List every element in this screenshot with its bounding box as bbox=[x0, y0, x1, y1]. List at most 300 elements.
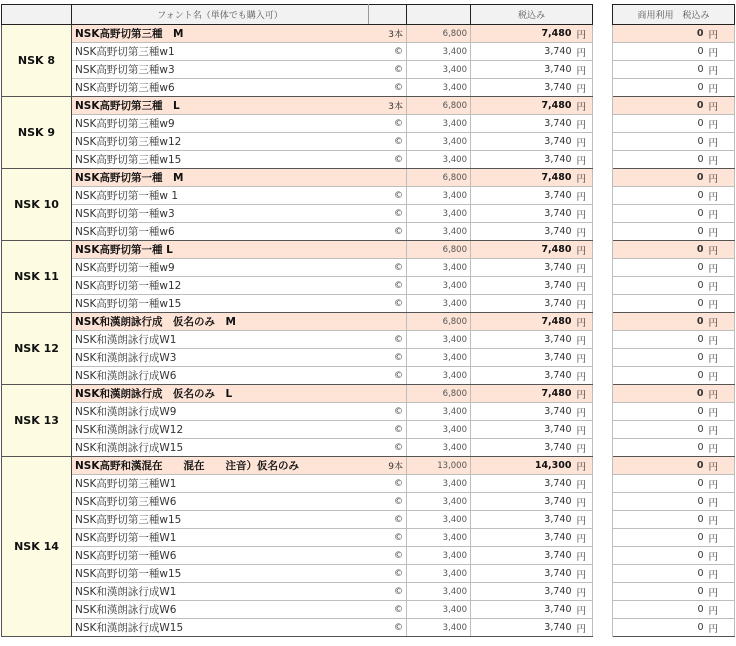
font-name-cell[interactable]: NSK高野切第一種w15 bbox=[72, 565, 369, 583]
font-name-cell[interactable]: NSK和漢朗詠行成W6 bbox=[72, 601, 369, 619]
tax-included-cell: 3,740 bbox=[471, 367, 575, 385]
font-row bbox=[2, 331, 735, 349]
font-row bbox=[2, 619, 735, 637]
spacer-cell bbox=[593, 583, 613, 601]
price-cell: 3,400 bbox=[407, 259, 471, 277]
tax-included-cell: 3,740 bbox=[471, 547, 575, 565]
commercial-yen-unit: 円 bbox=[707, 115, 735, 133]
price-cell: 3,400 bbox=[407, 115, 471, 133]
commercial-yen-unit: 円 bbox=[707, 187, 735, 205]
spacer-cell bbox=[593, 349, 613, 367]
yen-unit: 円 bbox=[575, 241, 593, 259]
price-cell: 3,400 bbox=[407, 295, 471, 313]
spacer-cell bbox=[593, 277, 613, 295]
yen-unit: 円 bbox=[575, 223, 593, 241]
price-cell: 6,800 bbox=[407, 385, 471, 403]
commercial-cell[interactable]: 0 bbox=[613, 601, 707, 619]
font-mark-cell: © bbox=[369, 115, 407, 133]
spacer-cell bbox=[593, 241, 613, 259]
price-cell: 6,800 bbox=[407, 97, 471, 115]
font-mark-cell: © bbox=[369, 331, 407, 349]
commercial-yen-unit: 円 bbox=[707, 511, 735, 529]
commercial-cell[interactable]: 0 bbox=[613, 151, 707, 169]
commercial-yen-unit: 円 bbox=[707, 79, 735, 97]
font-name-cell[interactable]: NSK和漢朗詠行成W15 bbox=[72, 439, 369, 457]
font-mark-cell bbox=[369, 241, 407, 259]
font-mark-cell: © bbox=[369, 547, 407, 565]
commercial-cell[interactable]: 0 bbox=[613, 457, 707, 475]
font-row bbox=[2, 61, 735, 79]
spacer-cell bbox=[593, 439, 613, 457]
font-name-cell[interactable]: NSK高野和漢混在 混在 注音）仮名のみ bbox=[72, 457, 369, 475]
yen-unit: 円 bbox=[575, 421, 593, 439]
commercial-yen-unit: 円 bbox=[707, 475, 735, 493]
price-cell: 3,400 bbox=[407, 349, 471, 367]
font-mark-cell: 3本 bbox=[369, 25, 407, 43]
commercial-cell[interactable]: 0 bbox=[613, 313, 707, 331]
font-mark-cell bbox=[369, 169, 407, 187]
font-row bbox=[2, 421, 735, 439]
price-cell: 3,400 bbox=[407, 439, 471, 457]
commercial-yen-unit: 円 bbox=[707, 61, 735, 79]
product-set-row bbox=[2, 169, 735, 187]
font-name-cell[interactable]: NSK和漢朗詠行成 仮名のみ L bbox=[72, 385, 369, 403]
font-row bbox=[2, 403, 735, 421]
font-row bbox=[2, 547, 735, 565]
yen-unit: 円 bbox=[575, 619, 593, 637]
commercial-cell[interactable]: 0 bbox=[613, 511, 707, 529]
font-name-cell[interactable]: NSK高野切第三種w1 bbox=[72, 43, 369, 61]
commercial-yen-unit: 円 bbox=[707, 619, 735, 637]
font-mark-cell: 9本 bbox=[369, 457, 407, 475]
price-cell: 3,400 bbox=[407, 187, 471, 205]
group-label: NSK 8 bbox=[2, 25, 72, 97]
commercial-cell[interactable]: 0 bbox=[613, 493, 707, 511]
tax-included-cell: 3,740 bbox=[471, 511, 575, 529]
price-cell: 3,400 bbox=[407, 151, 471, 169]
font-row bbox=[2, 601, 735, 619]
spacer-cell bbox=[593, 61, 613, 79]
font-mark-cell: © bbox=[369, 403, 407, 421]
font-mark-cell: © bbox=[369, 187, 407, 205]
font-name-cell[interactable]: NSK高野切第三種w6 bbox=[72, 79, 369, 97]
commercial-cell[interactable]: 0 bbox=[613, 385, 707, 403]
font-row bbox=[2, 115, 735, 133]
spacer-cell bbox=[593, 331, 613, 349]
commercial-cell[interactable]: 0 bbox=[613, 97, 707, 115]
price-cell: 3,400 bbox=[407, 133, 471, 151]
commercial-yen-unit: 円 bbox=[707, 403, 735, 421]
yen-unit: 円 bbox=[575, 205, 593, 223]
yen-unit: 円 bbox=[575, 385, 593, 403]
commercial-cell[interactable]: 0 bbox=[613, 619, 707, 637]
price-table bbox=[1, 4, 735, 637]
price-cell: 3,400 bbox=[407, 619, 471, 637]
yen-unit: 円 bbox=[575, 331, 593, 349]
price-cell: 3,400 bbox=[407, 547, 471, 565]
tax-included-cell: 3,740 bbox=[471, 493, 575, 511]
font-row bbox=[2, 349, 735, 367]
commercial-cell[interactable]: 0 bbox=[613, 133, 707, 151]
tax-included-cell: 3,740 bbox=[471, 277, 575, 295]
price-cell: 3,400 bbox=[407, 493, 471, 511]
font-row bbox=[2, 277, 735, 295]
header-commercial: 商用利用 税込み bbox=[613, 5, 735, 25]
price-cell: 3,400 bbox=[407, 277, 471, 295]
font-row bbox=[2, 511, 735, 529]
commercial-cell[interactable]: 0 bbox=[613, 421, 707, 439]
font-name-cell[interactable]: NSK高野切第一種w6 bbox=[72, 223, 369, 241]
tax-included-cell: 7,480 bbox=[471, 97, 575, 115]
price-cell: 3,400 bbox=[407, 403, 471, 421]
price-cell: 3,400 bbox=[407, 529, 471, 547]
tax-included-cell: 7,480 bbox=[471, 169, 575, 187]
commercial-yen-unit: 円 bbox=[707, 583, 735, 601]
font-mark-cell: © bbox=[369, 619, 407, 637]
tax-included-cell: 7,480 bbox=[471, 385, 575, 403]
font-name-cell[interactable]: NSK和漢朗詠行成W1 bbox=[72, 583, 369, 601]
price-cell: 6,800 bbox=[407, 313, 471, 331]
commercial-yen-unit: 円 bbox=[707, 25, 735, 43]
font-mark-cell: © bbox=[369, 583, 407, 601]
font-row bbox=[2, 295, 735, 313]
price-cell: 3,400 bbox=[407, 223, 471, 241]
commercial-cell[interactable]: 0 bbox=[613, 403, 707, 421]
font-mark-cell: © bbox=[369, 493, 407, 511]
commercial-cell[interactable]: 0 bbox=[613, 259, 707, 277]
group-label: NSK 12 bbox=[2, 313, 72, 385]
tax-included-cell: 3,740 bbox=[471, 115, 575, 133]
commercial-yen-unit: 円 bbox=[707, 601, 735, 619]
tax-included-cell: 3,740 bbox=[471, 529, 575, 547]
commercial-cell[interactable]: 0 bbox=[613, 187, 707, 205]
yen-unit: 円 bbox=[575, 25, 593, 43]
tax-included-cell: 3,740 bbox=[471, 223, 575, 241]
yen-unit: 円 bbox=[575, 313, 593, 331]
yen-unit: 円 bbox=[575, 457, 593, 475]
commercial-yen-unit: 円 bbox=[707, 565, 735, 583]
tax-included-cell: 3,740 bbox=[471, 403, 575, 421]
commercial-yen-unit: 円 bbox=[707, 133, 735, 151]
yen-unit: 円 bbox=[575, 277, 593, 295]
price-cell: 3,400 bbox=[407, 475, 471, 493]
commercial-cell[interactable]: 0 bbox=[613, 349, 707, 367]
commercial-cell[interactable]: 0 bbox=[613, 61, 707, 79]
font-mark-cell: © bbox=[369, 475, 407, 493]
spacer-cell bbox=[593, 601, 613, 619]
font-name-cell[interactable]: NSK高野切第三種w12 bbox=[72, 133, 369, 151]
font-name-cell[interactable]: NSK和漢朗詠行成W9 bbox=[72, 403, 369, 421]
font-mark-cell: © bbox=[369, 133, 407, 151]
commercial-yen-unit: 円 bbox=[707, 385, 735, 403]
tax-included-cell: 7,480 bbox=[471, 313, 575, 331]
tax-included-cell: 3,740 bbox=[471, 349, 575, 367]
spacer-cell bbox=[593, 187, 613, 205]
product-set-row bbox=[2, 241, 735, 259]
price-cell: 3,400 bbox=[407, 43, 471, 61]
font-mark-cell: © bbox=[369, 61, 407, 79]
commercial-yen-unit: 円 bbox=[707, 313, 735, 331]
spacer-cell bbox=[593, 97, 613, 115]
spacer-cell bbox=[593, 295, 613, 313]
font-row bbox=[2, 205, 735, 223]
yen-unit: 円 bbox=[575, 295, 593, 313]
commercial-yen-unit: 円 bbox=[707, 439, 735, 457]
font-name-cell[interactable]: NSK高野切第一種 M bbox=[72, 169, 369, 187]
price-cell: 3,400 bbox=[407, 205, 471, 223]
spacer-cell bbox=[593, 79, 613, 97]
commercial-yen-unit: 円 bbox=[707, 421, 735, 439]
spacer-cell bbox=[593, 385, 613, 403]
yen-unit: 円 bbox=[575, 439, 593, 457]
commercial-cell[interactable]: 0 bbox=[613, 25, 707, 43]
commercial-cell[interactable]: 0 bbox=[613, 583, 707, 601]
spacer-cell bbox=[593, 259, 613, 277]
commercial-yen-unit: 円 bbox=[707, 547, 735, 565]
commercial-cell[interactable]: 0 bbox=[613, 439, 707, 457]
product-set-row bbox=[2, 97, 735, 115]
header-row bbox=[2, 5, 735, 25]
tax-included-cell: 3,740 bbox=[471, 187, 575, 205]
font-mark-cell: © bbox=[369, 277, 407, 295]
font-mark-cell bbox=[369, 313, 407, 331]
font-row bbox=[2, 583, 735, 601]
commercial-yen-unit: 円 bbox=[707, 205, 735, 223]
header-font-name: フォント名（単体でも購入可） bbox=[72, 5, 369, 25]
spacer-cell bbox=[593, 547, 613, 565]
spacer-cell bbox=[593, 43, 613, 61]
yen-unit: 円 bbox=[575, 583, 593, 601]
yen-unit: 円 bbox=[575, 493, 593, 511]
font-row bbox=[2, 79, 735, 97]
group-label: NSK 13 bbox=[2, 385, 72, 457]
font-name-cell[interactable]: NSK高野切第三種w3 bbox=[72, 61, 369, 79]
font-row bbox=[2, 133, 735, 151]
spacer-cell bbox=[593, 25, 613, 43]
font-name-cell[interactable]: NSK高野切第三種w15 bbox=[72, 151, 369, 169]
yen-unit: 円 bbox=[575, 79, 593, 97]
tax-included-cell: 3,740 bbox=[471, 475, 575, 493]
tax-included-cell: 3,740 bbox=[471, 259, 575, 277]
spacer-cell bbox=[593, 619, 613, 637]
commercial-yen-unit: 円 bbox=[707, 349, 735, 367]
spacer-cell bbox=[593, 403, 613, 421]
header-blank-cell bbox=[2, 5, 72, 25]
price-cell: 3,400 bbox=[407, 565, 471, 583]
font-name-cell[interactable]: NSK高野切第一種 L bbox=[72, 241, 369, 259]
tax-included-cell: 7,480 bbox=[471, 241, 575, 259]
commercial-yen-unit: 円 bbox=[707, 169, 735, 187]
font-name-cell[interactable]: NSK高野切第三種 M bbox=[72, 25, 369, 43]
yen-unit: 円 bbox=[575, 61, 593, 79]
group-label: NSK 10 bbox=[2, 169, 72, 241]
commercial-cell[interactable]: 0 bbox=[613, 79, 707, 97]
spacer-cell bbox=[593, 169, 613, 187]
commercial-cell[interactable]: 0 bbox=[613, 43, 707, 61]
font-mark-cell: © bbox=[369, 295, 407, 313]
yen-unit: 円 bbox=[575, 43, 593, 61]
commercial-cell[interactable]: 0 bbox=[613, 169, 707, 187]
spacer-cell bbox=[593, 223, 613, 241]
product-set-row bbox=[2, 25, 735, 43]
commercial-cell[interactable]: 0 bbox=[613, 547, 707, 565]
font-name-cell[interactable]: NSK高野切第一種w3 bbox=[72, 205, 369, 223]
commercial-yen-unit: 円 bbox=[707, 367, 735, 385]
font-mark-cell: © bbox=[369, 205, 407, 223]
font-name-cell[interactable]: NSK和漢朗詠行成W3 bbox=[72, 349, 369, 367]
font-row bbox=[2, 259, 735, 277]
tax-included-cell: 3,740 bbox=[471, 439, 575, 457]
commercial-cell[interactable]: 0 bbox=[613, 331, 707, 349]
font-name-cell[interactable]: NSK高野切第三種W6 bbox=[72, 493, 369, 511]
group-label: NSK 9 bbox=[2, 97, 72, 169]
yen-unit: 円 bbox=[575, 115, 593, 133]
spacer-cell bbox=[593, 493, 613, 511]
commercial-cell[interactable]: 0 bbox=[613, 277, 707, 295]
yen-unit: 円 bbox=[575, 511, 593, 529]
price-cell: 3,400 bbox=[407, 367, 471, 385]
header-price-cell bbox=[407, 5, 471, 25]
yen-unit: 円 bbox=[575, 169, 593, 187]
commercial-yen-unit: 円 bbox=[707, 529, 735, 547]
spacer-cell bbox=[593, 205, 613, 223]
font-row bbox=[2, 529, 735, 547]
spacer-cell bbox=[593, 511, 613, 529]
spacer-cell bbox=[593, 565, 613, 583]
commercial-yen-unit: 円 bbox=[707, 97, 735, 115]
header-gap-cell bbox=[593, 5, 613, 25]
font-name-cell[interactable]: NSK和漢朗詠行成W12 bbox=[72, 421, 369, 439]
font-name-cell[interactable]: NSK高野切第一種w9 bbox=[72, 259, 369, 277]
font-mark-cell bbox=[369, 385, 407, 403]
commercial-cell[interactable]: 0 bbox=[613, 223, 707, 241]
yen-unit: 円 bbox=[575, 187, 593, 205]
tax-included-cell: 3,740 bbox=[471, 205, 575, 223]
yen-unit: 円 bbox=[575, 601, 593, 619]
commercial-cell[interactable]: 0 bbox=[613, 475, 707, 493]
commercial-yen-unit: 円 bbox=[707, 277, 735, 295]
spacer-cell bbox=[593, 475, 613, 493]
product-set-row bbox=[2, 457, 735, 475]
commercial-yen-unit: 円 bbox=[707, 331, 735, 349]
price-cell: 3,400 bbox=[407, 511, 471, 529]
font-name-cell[interactable]: NSK高野切第三種 L bbox=[72, 97, 369, 115]
font-mark-cell: © bbox=[369, 151, 407, 169]
spacer-cell bbox=[593, 421, 613, 439]
font-name-cell[interactable]: NSK高野切第三種W1 bbox=[72, 475, 369, 493]
commercial-cell[interactable]: 0 bbox=[613, 565, 707, 583]
commercial-yen-unit: 円 bbox=[707, 241, 735, 259]
commercial-cell[interactable]: 0 bbox=[613, 205, 707, 223]
price-cell: 6,800 bbox=[407, 241, 471, 259]
price-cell: 6,800 bbox=[407, 169, 471, 187]
font-name-cell[interactable]: NSK高野切第一種w15 bbox=[72, 295, 369, 313]
yen-unit: 円 bbox=[575, 151, 593, 169]
font-row bbox=[2, 223, 735, 241]
font-mark-cell: © bbox=[369, 259, 407, 277]
font-name-cell[interactable]: NSK和漢朗詠行成 仮名のみ M bbox=[72, 313, 369, 331]
commercial-yen-unit: 円 bbox=[707, 457, 735, 475]
price-cell: 3,400 bbox=[407, 331, 471, 349]
font-row bbox=[2, 475, 735, 493]
commercial-yen-unit: 円 bbox=[707, 151, 735, 169]
font-name-cell[interactable]: NSK高野切第三種w9 bbox=[72, 115, 369, 133]
product-set-row bbox=[2, 385, 735, 403]
commercial-cell[interactable]: 0 bbox=[613, 241, 707, 259]
font-mark-cell: © bbox=[369, 421, 407, 439]
commercial-cell[interactable]: 0 bbox=[613, 529, 707, 547]
yen-unit: 円 bbox=[575, 529, 593, 547]
tax-included-cell: 3,740 bbox=[471, 619, 575, 637]
font-name-cell[interactable]: NSK和漢朗詠行成W6 bbox=[72, 367, 369, 385]
spacer-cell bbox=[593, 367, 613, 385]
font-row bbox=[2, 565, 735, 583]
yen-unit: 円 bbox=[575, 475, 593, 493]
commercial-cell[interactable]: 0 bbox=[613, 295, 707, 313]
group-label: NSK 11 bbox=[2, 241, 72, 313]
font-name-cell[interactable]: NSK高野切第一種w 1 bbox=[72, 187, 369, 205]
spacer-cell bbox=[593, 529, 613, 547]
font-mark-cell: © bbox=[369, 529, 407, 547]
yen-unit: 円 bbox=[575, 547, 593, 565]
tax-included-cell: 3,740 bbox=[471, 43, 575, 61]
yen-unit: 円 bbox=[575, 133, 593, 151]
font-mark-cell: © bbox=[369, 223, 407, 241]
font-row bbox=[2, 187, 735, 205]
commercial-yen-unit: 円 bbox=[707, 493, 735, 511]
tax-included-cell: 3,740 bbox=[471, 421, 575, 439]
font-name-cell[interactable]: NSK和漢朗詠行成W15 bbox=[72, 619, 369, 637]
font-row bbox=[2, 439, 735, 457]
font-name-cell[interactable]: NSK高野切第三種w15 bbox=[72, 511, 369, 529]
font-name-cell[interactable]: NSK高野切第一種W1 bbox=[72, 529, 369, 547]
font-mark-cell: © bbox=[369, 43, 407, 61]
yen-unit: 円 bbox=[575, 565, 593, 583]
yen-unit: 円 bbox=[575, 403, 593, 421]
price-cell: 3,400 bbox=[407, 421, 471, 439]
price-cell: 3,400 bbox=[407, 79, 471, 97]
price-cell: 13,000 bbox=[407, 457, 471, 475]
spacer-cell bbox=[593, 313, 613, 331]
yen-unit: 円 bbox=[575, 349, 593, 367]
commercial-cell[interactable]: 0 bbox=[613, 367, 707, 385]
spacer-cell bbox=[593, 151, 613, 169]
font-mark-cell: © bbox=[369, 79, 407, 97]
font-mark-cell: © bbox=[369, 367, 407, 385]
font-name-cell[interactable]: NSK和漢朗詠行成W1 bbox=[72, 331, 369, 349]
yen-unit: 円 bbox=[575, 367, 593, 385]
price-cell: 6,800 bbox=[407, 25, 471, 43]
spacer-cell bbox=[593, 133, 613, 151]
header-mark-cell bbox=[369, 5, 407, 25]
font-mark-cell: © bbox=[369, 511, 407, 529]
font-mark-cell: © bbox=[369, 601, 407, 619]
commercial-yen-unit: 円 bbox=[707, 223, 735, 241]
yen-unit: 円 bbox=[575, 97, 593, 115]
tax-included-cell: 3,740 bbox=[471, 151, 575, 169]
tax-included-cell: 3,740 bbox=[471, 565, 575, 583]
tax-included-cell: 3,740 bbox=[471, 601, 575, 619]
font-mark-cell: © bbox=[369, 439, 407, 457]
commercial-yen-unit: 円 bbox=[707, 43, 735, 61]
font-mark-cell: © bbox=[369, 349, 407, 367]
font-name-cell[interactable]: NSK高野切第一種W6 bbox=[72, 547, 369, 565]
font-row bbox=[2, 43, 735, 61]
tax-included-cell: 3,740 bbox=[471, 61, 575, 79]
tax-included-cell: 7,480 bbox=[471, 25, 575, 43]
font-name-cell[interactable]: NSK高野切第一種w12 bbox=[72, 277, 369, 295]
commercial-cell[interactable]: 0 bbox=[613, 115, 707, 133]
